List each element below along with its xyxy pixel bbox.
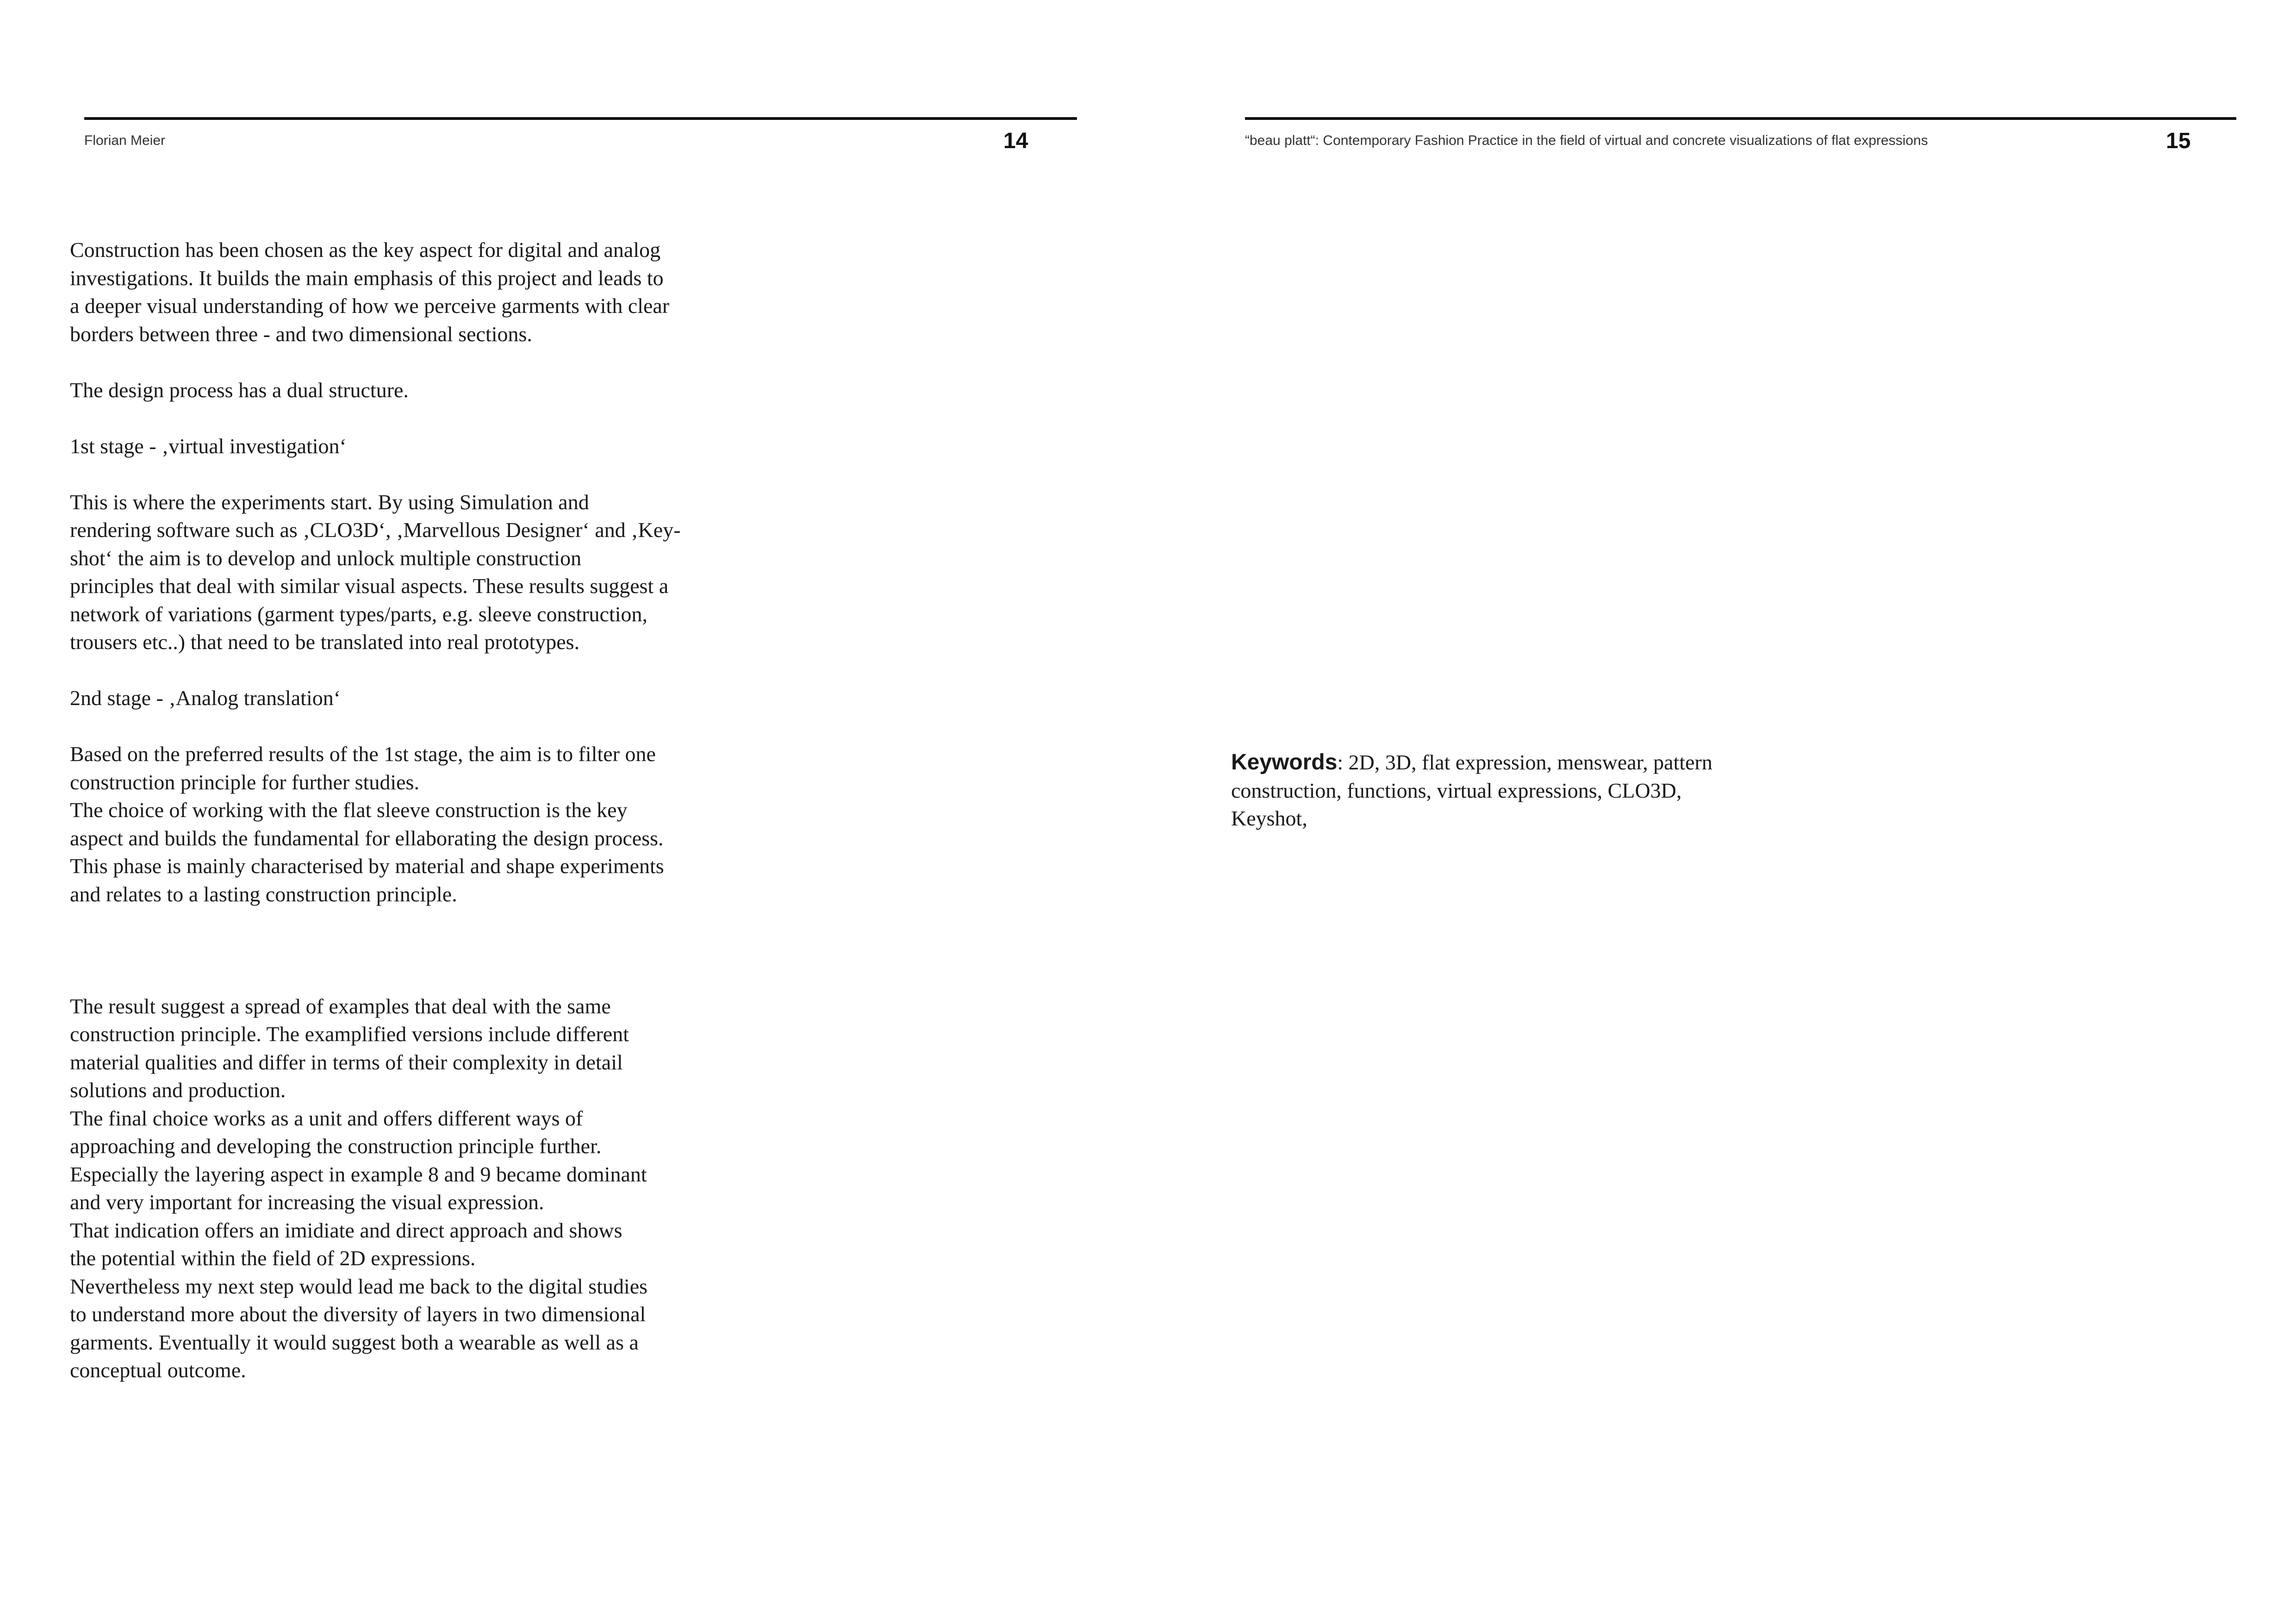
keywords-paragraph	[1231, 749, 1925, 833]
right-header-rule	[1245, 117, 2236, 120]
paragraph: Construction has been chosen as the key aspect for digital and analog investigations. It builds the main emphasis of this project and leads to a deeper visual understanding of how we perceive garments with clear borders between three - and two dimensional sections.	[70, 238, 670, 346]
section-heading: 2nd stage - ‚Analog translation‘	[70, 686, 341, 710]
section-heading: 1st stage - ‚virtual investigation‘	[70, 434, 347, 458]
paragraph: This is where the experiments start. By using Simulation and rendering software such as ‚CLO3D‘, ‚Marvellous Designer‘ and ‚Key- shot‘ the aim is to develop and unlock multiple construction principles that deal with similar visual aspects. These results suggest a network of variations (garment types/parts, e.g. sleeve construction, trousers etc..) that need to be translated into real prototypes.	[70, 490, 681, 654]
keywords-label: Keywords	[1231, 750, 1338, 775]
left-header-rule	[84, 117, 1077, 120]
left-page-number: 14	[1003, 129, 1028, 153]
paragraph: The result suggest a spread of examples that deal with the same construction principle. The examplified versions include different material qualities and differ in terms of their complexity in detail solutions and production. The final choice works as a unit and offers different ways of approaching and developing the construction principle further. Especially the layering aspect in example 8 and 9 became dominant and very important for increasing the visual expression. That indication offers an imidiate and direct approach and shows the potential within the field of 2D expressions. Nevertheless my next step would lead me back to the digital studies to understand more about the diversity of layers in two dimensional garments. Eventually it would suggest both a wearable as well as a conceptual outcome.	[70, 994, 648, 1382]
left-body-text	[70, 236, 857, 1385]
paragraph: Based on the preferred results of the 1st stage, the aim is to filter one construction principle for further studies. The choice of working with the flat sleeve construction is the key aspect and builds the fundamental for ellaborating the design process. This phase is mainly characterised by material and shape experiments and relates to a lasting construction principle.	[70, 742, 664, 906]
paragraph: The design process has a dual structure.	[70, 378, 409, 402]
right-page-number: 15	[2166, 129, 2191, 153]
keywords-text: : 2D, 3D, flat expression, menswear, pattern construction, functions, virtual expressions, CLO3D, Keyshot,	[1231, 750, 1712, 830]
keywords-block	[1231, 749, 1925, 833]
right-running-head: “beau platt“: Contemporary Fashion Practice in the field of virtual and concrete visualizations of flat expressions	[1245, 133, 1928, 148]
left-running-head: Florian Meier	[84, 133, 166, 148]
